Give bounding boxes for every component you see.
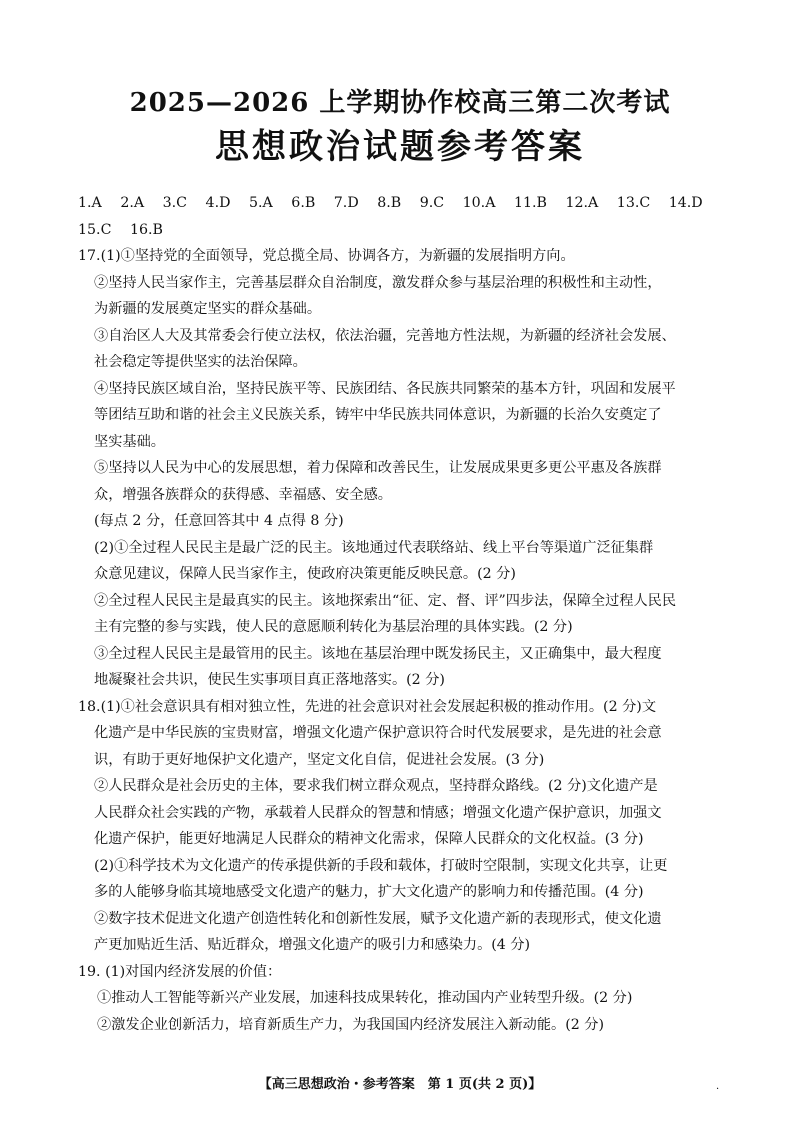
q17-part1-point4-cont: 等团结互助和谐的社会主义民族关系，铸牢中华民族共同体意识，为新疆的长治久安奠定了 <box>94 407 662 423</box>
choice-answer: 14.D <box>668 195 703 211</box>
q18-part1-point1-cont: 化遗产是中华民族的宝贵财富，增强文化遗产保护意识符合时代发展要求，是先进的社会意 <box>94 725 662 741</box>
choice-answer: 2.A <box>120 195 145 211</box>
choice-answer: 1.A <box>78 195 102 211</box>
choice-answer: 10.A <box>462 195 496 211</box>
choice-answer: 11.B <box>513 195 547 211</box>
q18-part2-point1-cont: 多的人能够身临其境地感受文化遗产的魅力，扩大文化遗产的影响力和传播范围。(4 分) <box>94 884 644 900</box>
choice-answer: 9.C <box>419 195 445 211</box>
q18-part2-point2: ②数字技术促进文化遗产创造性转化和创新性发展，赋予文化遗产新的表现形式，使文化遗 <box>94 910 662 927</box>
choice-answers-row-2 <box>78 217 728 244</box>
q17-part1-point2-cont: 为新疆的发展奠定坚实的群众基础。 <box>94 301 322 317</box>
q18-part1-point1-cont: 识，有助于更好地保护文化遗产，坚定文化自信，促进社会发展。(3 分) <box>94 751 545 768</box>
q17-part2-point1-cont: 众意见建议，保障人民当家作主，使政府决策更能反映民意。(2 分) <box>94 566 516 582</box>
choice-answer: 16.B <box>129 221 163 238</box>
q18-part1-point2-cont: 人民群众社会实践的产物，承载着人民群众的智慧和情感；增强文化遗产保护意识，加强文 <box>94 804 662 821</box>
q17-part1-point5-cont: 众，增强各族群众的获得感、幸福感、安全感。 <box>94 486 392 503</box>
choice-answer: 15.C <box>78 221 112 238</box>
choice-answer: 13.C <box>616 195 651 211</box>
q19-part1-heading: 19. (1)对国内经济发展的价值： <box>78 963 282 980</box>
q17-part2-point3: ③全过程人民民主是最管用的民主。该地在基层治理中既发扬民主，又正确集中，最大程度 <box>94 645 662 662</box>
choice-answer: 4.D <box>205 195 231 211</box>
document-title: 思想政治试题参考答案 <box>215 127 585 167</box>
q17-part1-point1: 17.(1)①坚持党的全面领导，党总揽全局、协调各方，为新疆的发展指明方向。 <box>78 248 575 264</box>
q17-part2-point1: (2)①全过程人民民主是最广泛的民主。该地通过代表联络站、线上平台等渠道广泛征集群 <box>94 539 654 556</box>
exam-title: 2025—2026 上学期协作校高三第二次考试 <box>129 88 671 118</box>
q17-part1-scoring-note: (每点 2 分，任意回答其中 4 点得 8 分) <box>94 513 344 529</box>
choice-answer: 6.B <box>291 195 316 211</box>
q18-part1-point2-cont: 化遗产保护，能更好地满足人民群众的精神文化需求，保障人民群众的文化权益。(3 分) <box>94 831 644 847</box>
q17-part1-point4-cont: 坚实基础。 <box>94 433 165 450</box>
q18-part1-point1: 18.(1)①社会意识具有相对独立性，先进的社会意识对社会发展起积极的推动作用。(2 分)文 <box>78 698 657 715</box>
q19-part1-point1: ①推动人工智能等新兴产业发展，加速科技成果转化，推动国内产业转型升级。(2 分) <box>97 990 633 1006</box>
choice-answer: 12.A <box>565 195 599 211</box>
q17-part1-point5: ⑤坚持以人民为中心的发展思想，着力保障和改善民生，让发展成果更多更公平惠及各族群 <box>94 460 662 476</box>
choice-answer: 7.D <box>333 195 359 211</box>
q18-part2-point2-cont: 产更加贴近生活、贴近群众，增强文化遗产的吸引力和感染力。(4 分) <box>94 937 531 953</box>
q18-part2-point1: (2)①科学技术为文化遗产的传承提供新的手段和载体，打破时空限制，实现文化共享，让更 <box>94 857 668 874</box>
q18-part1-point2: ②人民群众是社会历史的主体，要求我们树立群众观点，坚持群众路线。(2 分)文化遗产是 <box>94 778 658 794</box>
q17-part1-point3: ③自治区人大及其常委会行使立法权，依法治疆，完善地方性法规，为新疆的经济社会发展、 <box>94 327 676 344</box>
choice-answer: 3.C <box>162 195 188 211</box>
page-footer: 【高三思想政治・参考答案 第 1 页(共 2 页)】 <box>258 1077 542 1092</box>
q17-part1-point3-cont: 社会稳定等提供坚实的法治保障。 <box>94 354 307 370</box>
q17-part2-point3-cont: 地凝聚社会共识，使民生实事项目真正落地落实。(2 分) <box>94 672 445 688</box>
choice-answer: 8.B <box>377 195 402 211</box>
answer-content <box>78 190 728 1038</box>
q19-part1-point2: ②激发企业创新活力，培育新质生产力，为我国国内经济发展注入新动能。(2 分) <box>97 1016 604 1033</box>
corner-mark: · <box>716 1084 720 1095</box>
q17-part1-point2: ②坚持人民当家作主，完善基层群众自治制度，激发群众参与基层治理的积极性和主动性， <box>94 274 662 291</box>
choice-answer: 5.A <box>248 195 273 211</box>
choice-answers-row-1 <box>78 190 728 217</box>
q17-part1-point4: ④坚持民族区域自治，坚持民族平等、民族团结、各民族共同繁荣的基本方针，巩固和发展平 <box>94 380 676 397</box>
q17-part2-point2-cont: 主有完整的参与实践，使人民的意愿顺利转化为基层治理的具体实践。(2 分) <box>94 619 573 635</box>
q17-part2-point2: ②全过程人民民主是最真实的民主。该地探索出“征、定、督、评”四步法，保障全过程人民民 <box>94 592 677 609</box>
